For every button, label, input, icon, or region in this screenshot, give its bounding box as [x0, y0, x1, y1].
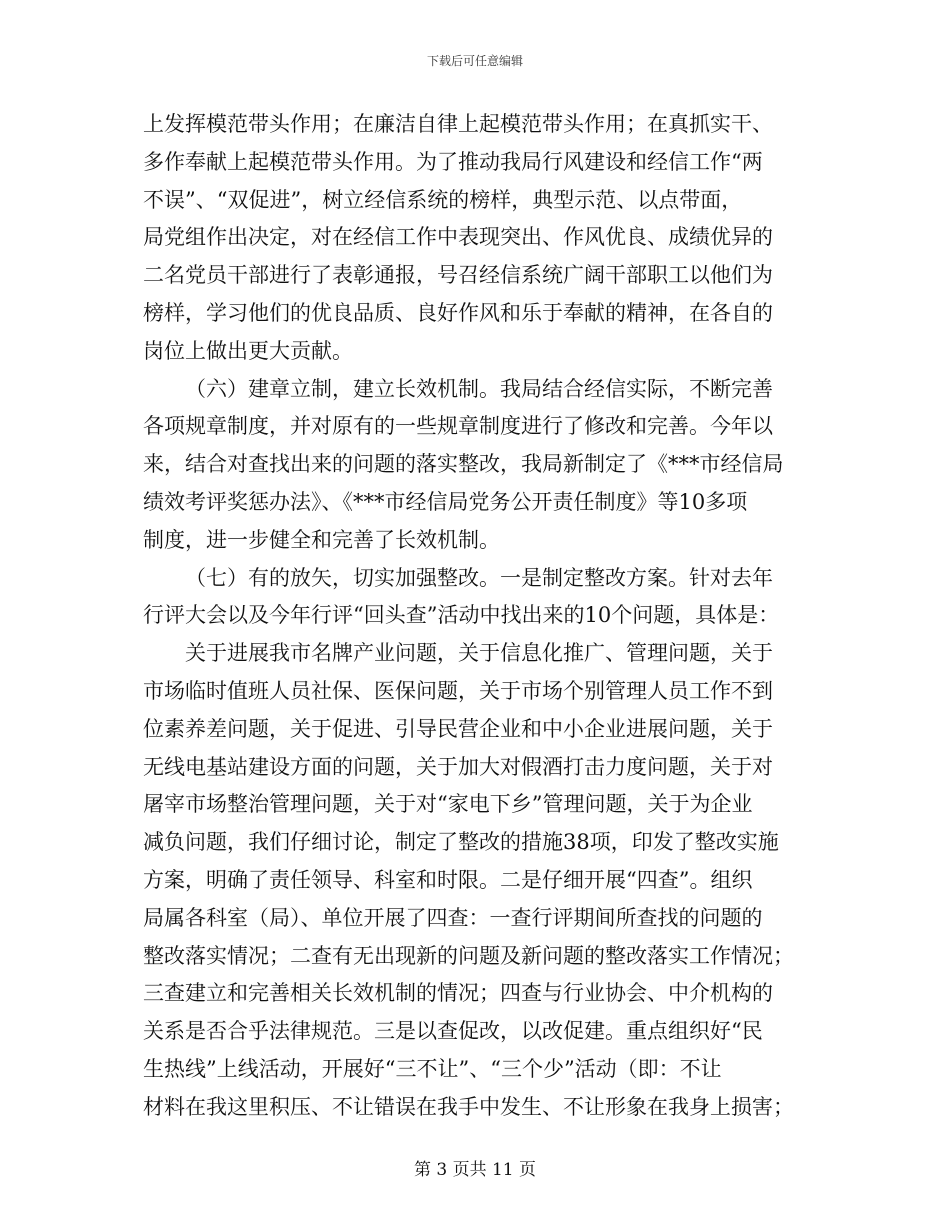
text-line: 不误”、“双促进”，树立经信系统的榜样，典型示范、以点带面，	[143, 187, 743, 212]
text-line: 整改落实情况；二查有无出现新的问题及新问题的整改落实工作情况；	[143, 943, 794, 968]
text-line: 多作奉献上起模范带头作用。为了推动我局行风建设和经信工作“两	[143, 149, 763, 174]
text-line: 生热线”上线活动，开展好“三不让”、“三个少”活动（即：不让	[143, 1056, 722, 1081]
text-line: 关于进展我市名牌产业问题，关于信息化推广、管理问题，关于	[185, 641, 773, 666]
text-line: 绩效考评奖惩办法》、《***市经信局党务公开责任制度》等10多项	[143, 489, 748, 514]
page-footer: 第 3 页共 11 页	[413, 1160, 537, 1180]
document-body	[143, 106, 815, 1127]
text-line: 屠宰市场整治管理问题，关于对“家电下乡”管理问题，关于为企业	[143, 792, 753, 817]
text-line: 上发挥模范带头作用；在廉洁自律上起模范带头作用；在真抓实干、	[143, 112, 773, 136]
text-line: 市场临时值班人员社保、医保问题，关于市场个别管理人员工作不到	[143, 678, 773, 703]
text-line: 各项规章制度，并对原有的一些规章制度进行了修改和完善。今年以	[143, 414, 773, 439]
text-line: 方案，明确了责任领导、科室和时限。二是仔细开展“四查”。组织	[143, 867, 753, 892]
text-line: 三查建立和完善相关长效机制的情况；四查与行业协会、中介机构的	[143, 981, 773, 1006]
text-line: 局党组作出决定，对在经信工作中表现突出、作风优良、成绩优异的	[143, 225, 773, 250]
text-line: 位素养差问题，关于促进、引导民营企业和中小企业进展问题，关于	[143, 716, 773, 741]
text-line: 减负问题，我们仔细讨论，制定了整改的措施38项，印发了整改实施	[143, 830, 779, 855]
text-line: 关系是否合乎法律规范。三是以查促改，以改促建。重点组织好“民	[143, 1019, 763, 1044]
text-line: 材料在我这里积压、不让错误在我手中发生、不让形象在我身上损害；	[143, 1094, 794, 1119]
text-line: 岗位上做出更大贡献。	[143, 338, 353, 363]
text-line: 局属各科室（局）、单位开展了四查：一查行评期间所查找的问题的	[143, 905, 763, 930]
text-line: 来，结合对查找出来的问题的落实整改，我局新制定了《***市经信局	[143, 452, 784, 477]
text-line: 二名党员干部进行了表彰通报，号召经信系统广阔干部职工以他们为	[143, 263, 773, 288]
text-line: 无线电基站建设方面的问题，关于加大对假酒打击力度问题，关于对	[143, 754, 773, 779]
text-line: （七）有的放矢，切实加强整改。一是制定整改方案。针对去年	[185, 565, 773, 590]
page-header: 下载后可任意编辑	[426, 54, 523, 68]
text-line: 制度，进一步健全和完善了长效机制。	[143, 527, 500, 552]
text-line: 榜样，学习他们的优良品质、良好作风和乐于奉献的精神，在各自的	[143, 300, 773, 325]
text-line: （六）建章立制，建立长效机制。我局结合经信实际，不断完善	[185, 376, 773, 401]
text-line: 行评大会以及今年行评“回头查”活动中找出来的10个问题，具体是：	[143, 603, 780, 628]
